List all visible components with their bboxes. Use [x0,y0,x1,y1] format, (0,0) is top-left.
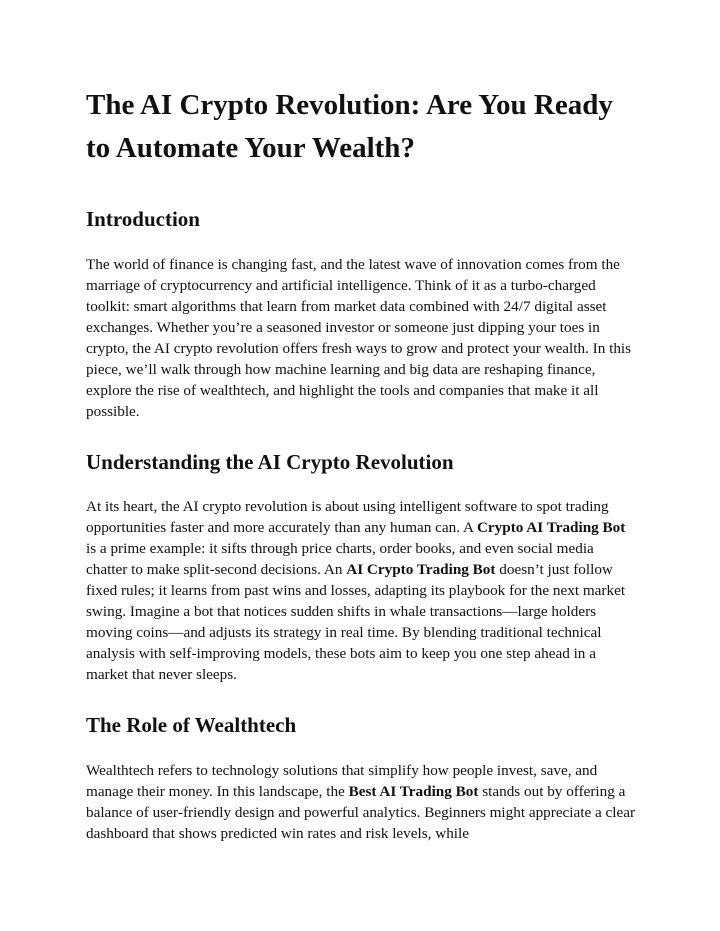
document-page [86,84,638,844]
bold-term-crypto-ai-trading-bot: Crypto AI Trading Bot [476,519,626,536]
paragraph-wealthtech [86,760,638,844]
paragraph-introduction [86,254,638,422]
section-heading-understanding: Understanding the AI Crypto Revolution [86,450,454,474]
section-heading-introduction: Introduction [86,207,200,231]
paragraph-text: is a prime example: it sifts through price charts, order books, and even social media chatter to make split‑second decisions. An [86,540,594,578]
bold-term-ai-crypto-trading-bot: AI Crypto Trading Bot [346,561,496,578]
document-title: The AI Crypto Revolution: Are You Ready to Automate Your Wealth? [86,89,613,164]
bold-term-best-ai-trading-bot: Best AI Trading Bot [348,783,479,800]
paragraph-text: The world of finance is changing fast, and the latest wave of innovation comes from the marriage of cryptocurrency and artificial intelligence. Think of it as a turbo‑charged toolkit: smart algorithms that learn from market data combined with 24/7 digital asset exchanges. Whether you’re a seasoned investor or someone just dipping your toes in crypto, the AI crypto revolution offers fresh ways to grow and protect your wealth. In this piece, we’ll walk through how machine learning and big data are reshaping finance, explore the rise of wealthtech, and highlight the tools and companies that make it all possible. [86,256,632,420]
paragraph-understanding [86,496,638,685]
paragraph-text: At its heart, the AI crypto revolution is about using intelligent software to spot trading opportunities faster and more accurately than any human can. A [86,498,609,536]
paragraph-text: stands out by offering a balance of user‑friendly design and powerful analytics. Beginners might appreciate a clear dashboard that shows predicted win rates and risk levels, while [86,783,636,842]
section-heading-wealthtech: The Role of Wealthtech [86,713,297,737]
paragraph-text: doesn’t just follow fixed rules; it learns from past wins and losses, adapting its playbook for the next market swing. Imagine a bot that notices sudden shifts in whale transactions—large holders moving coins—and adjusts its strategy in real time. By blending traditional technical analysis with self‑improving models, these bots aim to keep you one step ahead in a market that never sleeps. [86,561,626,683]
paragraph-text: Wealthtech refers to technology solutions that simplify how people invest, save, and manage their money. In this landscape, the [86,762,598,800]
